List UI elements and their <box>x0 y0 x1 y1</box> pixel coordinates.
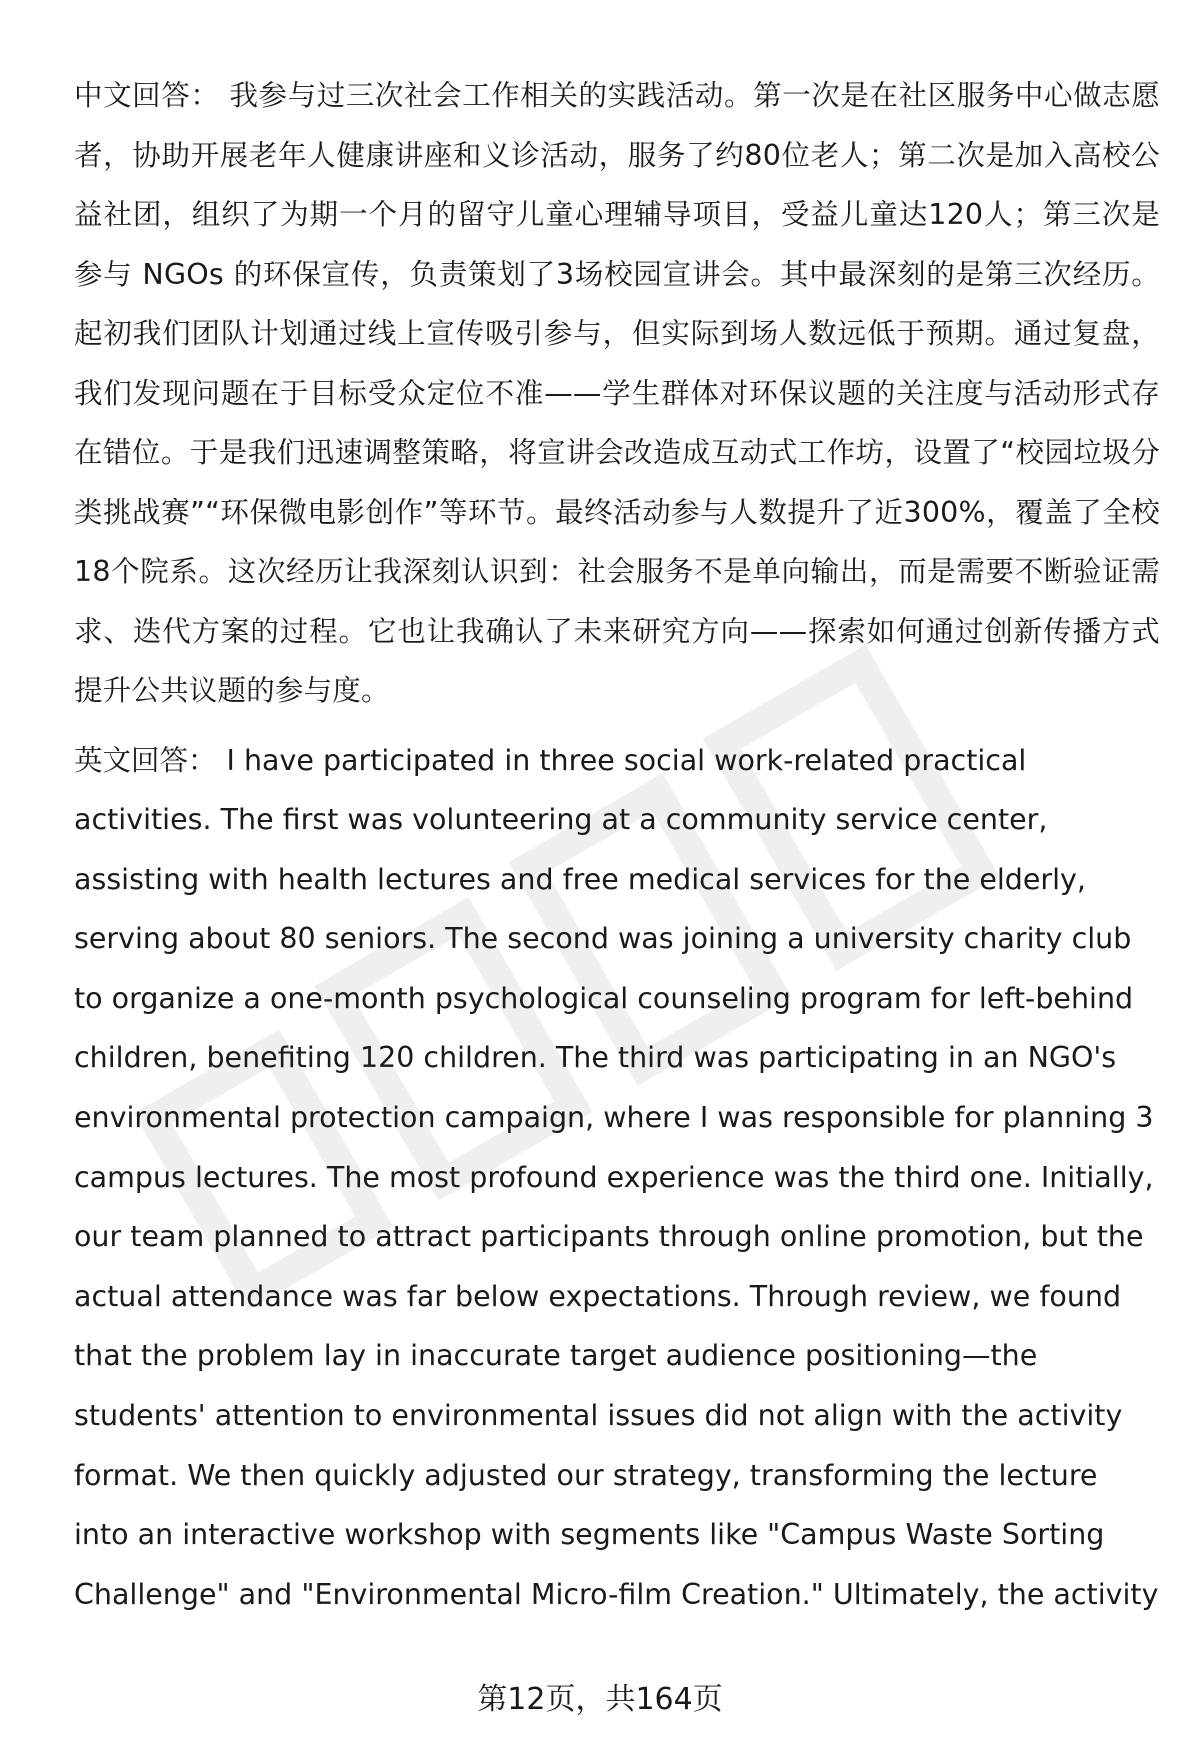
english-answer-paragraph <box>74 731 1160 1625</box>
chinese-answer-paragraph <box>74 66 1160 721</box>
english-answer-text: I have participated in three social work-related practical activities. The first was volunteering at a community service center, assisting with health lectures and free medical services for the elderly, serving about 80 seniors. The second was joining a university charity club to organize a one-month psychological counseling program for left-behind children, benefiting 120 children. The third was participating in an NGO's environmental protection campaign, where I was responsible for planning 3 campus lectures. The most profound experience was the third one. Initially, our team planned to attract participants through online promotion, but the actual attendance was far below expectations. Through review, we found that the problem lay in inaccurate target audience positioning—the students' attention to environmental issues did not align with the activity format. We then quickly adjusted our strategy, transforming the lecture into an interactive workshop with segments like "Campus Waste Sorting Challenge" and "Environmental Micro-film Creation." Ultimately, the activity <box>74 743 1159 1611</box>
chinese-answer-text: 我参与过三次社会工作相关的实践活动。第一次是在社区服务中心做志愿者，协助开展老年人健康讲座和义诊活动，服务了约80位老人；第二次是加入高校公益社团，组织了为期一个月的留守儿童心理辅导项目，受益儿童达120人；第三次是参与 NGOs 的环保宣传，负责策划了3场校园宣讲会。其中最深刻的是第三次经历。起初我们团队计划通过线上宣传吸引参与，但实际到场人数远低于预期。通过复盘，我们发现问题在于目标受众定位不准——学生群体对环保议题的关注度与活动形式存在错位。于是我们迅速调整策略，将宣讲会改造成互动式工作坊，设置了“校园垃圾分类挑战赛”“环保微电影创作”等环节。最终活动参与人数提升了近300%，覆盖了全校18个院系。这次经历让我深刻认识到：社会服务不是单向输出，而是需要不断验证需求、迭代方案的过程。它也让我确认了未来研究方向——探索如何通过创新传播方式提升公共议题的参与度。 <box>74 79 1160 707</box>
english-answer-label: 英文回答： <box>74 743 217 777</box>
page-number-footer: 第12页，共164页 <box>477 1682 723 1717</box>
chinese-answer-label: 中文回答： <box>74 79 220 112</box>
document-body <box>74 66 1160 1624</box>
